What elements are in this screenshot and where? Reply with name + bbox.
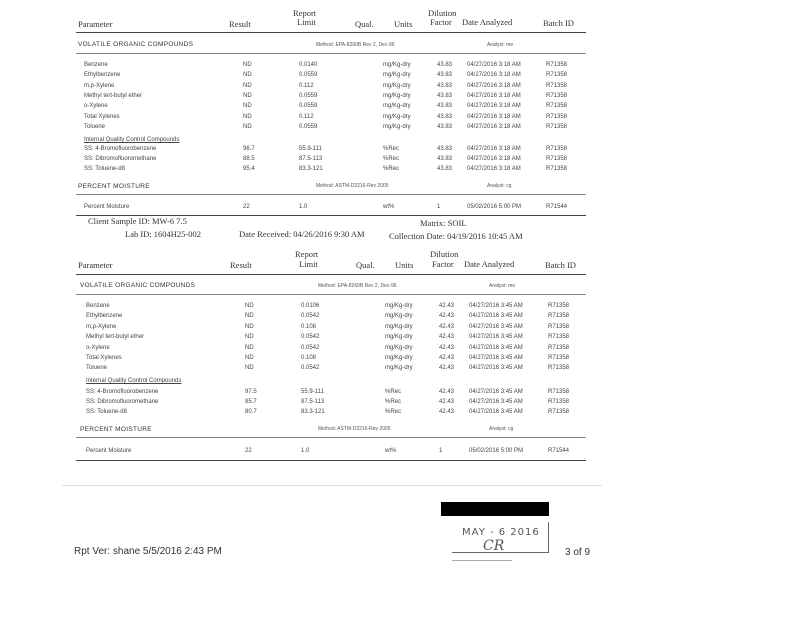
cell-date: 04/27/2016 3:45 AM [469, 409, 523, 416]
voc-rule-2 [76, 294, 586, 295]
cell-units: mg/Kg-dry [383, 72, 411, 79]
cell-units: mg/Kg-dry [385, 334, 413, 341]
cell-factor: 42.43 [439, 323, 455, 330]
cell-units: mg/Kg-dry [385, 344, 413, 351]
pm-title-1: PERCENT MOISTURE [78, 183, 150, 190]
cell-param: SS: Toluene-d8 [86, 409, 127, 416]
cell-batch: R71358 [546, 92, 568, 99]
cell-param: Total Xylenes [84, 113, 120, 120]
cell-batch: R71358 [546, 82, 568, 89]
cell-date: 04/27/2016 3:18 AM [467, 92, 521, 99]
stamp-underline [452, 560, 512, 561]
cell-param: Percent Moisture [86, 448, 132, 454]
pm-rule-1 [76, 194, 586, 195]
pm-rule-2 [76, 437, 586, 438]
cell-batch: R71358 [546, 166, 568, 173]
header-report: Report [295, 249, 319, 259]
cell-units: mg/Kg-dry [385, 365, 413, 372]
cell-result: 80.7 [245, 409, 257, 416]
cell-result: ND [245, 355, 254, 361]
cell-units: mg/Kg-dry [383, 92, 411, 99]
cell-limit: 0.112 [299, 113, 314, 120]
cell-date: 04/27/2016 3:18 AM [467, 113, 521, 120]
cell-param: SS: Dibromofluoromethane [84, 156, 157, 163]
cell-factor: 42.43 [439, 365, 455, 372]
cell-limit: 1.0 [301, 448, 310, 454]
cell-units: %Rec [383, 156, 400, 163]
cell-factor: 42.43 [439, 344, 455, 351]
cell-limit: 55.9-111 [299, 146, 322, 152]
cell-param: SS: Dibromofluoromethane [86, 399, 159, 406]
cell-limit: 0.0542 [301, 334, 320, 341]
cell-factor: 1 [439, 448, 443, 454]
cell-limit: 0.0559 [299, 92, 318, 99]
cell-date: 04/27/2016 3:45 AM [469, 303, 523, 309]
cell-result: 85.7 [245, 399, 257, 406]
cell-date: 04/27/2016 3:45 AM [469, 389, 523, 395]
header-qual: Qual. [355, 19, 374, 29]
cell-factor: 42.43 [439, 303, 455, 309]
cell-units: %Rec [385, 389, 402, 395]
cell-limit: 87.5-113 [301, 399, 325, 406]
cell-batch: R71358 [548, 344, 570, 351]
cell-units: %Rec [383, 166, 400, 173]
cell-factor: 42.43 [439, 389, 455, 395]
cell-factor: 43.83 [437, 103, 453, 110]
cell-batch: R71358 [548, 409, 570, 416]
cell-date: 04/27/2016 3:18 AM [467, 103, 521, 110]
cell-limit: 0.0106 [301, 303, 320, 309]
voc-title-2: VOLATILE ORGANIC COMPOUNDS [80, 282, 196, 289]
cell-result: ND [243, 72, 252, 79]
cell-param: o-Xylene [86, 344, 110, 351]
cell-batch: R71358 [546, 62, 568, 68]
cell-result: ND [245, 323, 254, 330]
cell-result: 22 [245, 448, 252, 454]
cell-result: ND [245, 344, 254, 351]
cell-batch: R71544 [546, 204, 568, 210]
voc-analyst-2: Analyst: me [489, 283, 516, 289]
header-parameter: Parameter [78, 260, 113, 270]
cell-date: 04/27/2016 3:18 AM [467, 146, 521, 152]
cell-result: ND [243, 82, 252, 89]
header-batch-id: Batch ID [545, 260, 576, 270]
cell-factor: 42.43 [439, 399, 455, 406]
header-limit: Limit [297, 17, 316, 27]
cell-date: 04/27/2016 3:18 AM [467, 72, 521, 79]
cell-param: SS: 4-Bromofluorobenzene [86, 389, 159, 395]
cell-date: 04/27/2016 3:45 AM [469, 365, 523, 372]
cell-factor: 43.83 [437, 82, 453, 89]
cell-batch: R71358 [548, 313, 570, 320]
cell-factor: 43.83 [437, 146, 453, 152]
cell-factor: 42.43 [439, 409, 455, 416]
cell-limit: 1.0 [299, 204, 308, 210]
collection-date: Collection Date: 04/19/2016 10:45 AM [389, 231, 523, 241]
cell-limit: 0.0559 [299, 72, 318, 79]
cell-result: 96.7 [243, 146, 255, 152]
cell-batch: R71358 [548, 365, 570, 372]
header-limit: Limit [299, 259, 318, 269]
cell-limit: 0.112 [299, 82, 314, 89]
cell-units: wt% [385, 448, 397, 454]
cell-factor: 43.83 [437, 62, 453, 68]
cell-batch: R71358 [548, 399, 570, 406]
cell-result: ND [245, 303, 254, 309]
cell-factor: 43.83 [437, 92, 453, 99]
cell-result: 95.4 [243, 166, 255, 173]
cell-date: 05/02/2016 5:00 PM [469, 448, 524, 454]
header-factor: Factor [430, 17, 452, 27]
cell-param: Methyl tert-butyl ether [84, 92, 143, 99]
cell-units: mg/Kg-dry [383, 103, 411, 110]
cell-result: ND [243, 123, 252, 130]
pm-analyst-1: Analyst: cg [487, 183, 512, 189]
cell-param: Total Xylenes [86, 355, 122, 361]
pm-analyst-2: Analyst: cg [489, 426, 514, 432]
cell-date: 04/27/2016 3:18 AM [467, 123, 521, 130]
cell-units: mg/Kg-dry [383, 113, 411, 120]
header-units: Units [394, 19, 413, 29]
cell-date: 04/27/2016 3:18 AM [467, 82, 521, 89]
cell-result: 22 [243, 204, 250, 210]
cell-param: Toluene [84, 123, 106, 130]
cell-limit: 0.0140 [299, 62, 318, 68]
cell-date: 04/27/2016 3:45 AM [469, 355, 523, 361]
matrix: Matrix: SOIL [420, 218, 467, 228]
voc-title-1: VOLATILE ORGANIC COMPOUNDS [78, 41, 194, 48]
cell-limit: 0.0559 [299, 123, 318, 130]
cell-limit: 0.108 [301, 323, 317, 330]
cell-batch: R71358 [548, 389, 570, 395]
cell-units: mg/Kg-dry [385, 355, 413, 361]
voc-method-2: Method: EPA-8260B Rev 2, Dec-96 [318, 283, 397, 289]
cell-batch: R71358 [548, 355, 570, 361]
stamp-date: MAY - 6 2016 [462, 527, 540, 538]
header-parameter: Parameter [78, 19, 113, 29]
cell-batch: R71358 [546, 146, 568, 152]
cell-factor: 42.43 [439, 355, 455, 361]
cell-result: ND [243, 113, 252, 120]
cell-factor: 1 [437, 204, 441, 210]
header-report: Report [293, 8, 317, 18]
pm-title-2: PERCENT MOISTURE [80, 426, 152, 433]
cell-result: ND [243, 62, 252, 68]
cell-date: 04/27/2016 3:18 AM [467, 166, 521, 173]
cell-date: 04/27/2016 3:45 AM [469, 313, 523, 320]
cell-limit: 0.0542 [301, 344, 320, 351]
header-date-analyzed: Date Analyzed [462, 17, 513, 27]
cell-batch: R71358 [546, 113, 568, 120]
voc-analyst-1: Analyst: me [487, 42, 514, 48]
pm-method-1: Method: ASTM-D2216-Rev 2005 [316, 183, 389, 189]
cell-date: 04/27/2016 3:45 AM [469, 399, 523, 406]
cell-batch: R71358 [546, 103, 568, 110]
cell-param: Methyl tert-butyl ether [86, 334, 145, 341]
pm-method-2: Method: ASTM-D2216-Rev 2005 [318, 426, 391, 432]
cell-units: mg/Kg-dry [383, 123, 411, 130]
stamp-initials: CR [483, 538, 505, 554]
cell-limit: 55.9-111 [301, 389, 324, 395]
cell-param: o-Xylene [84, 103, 108, 110]
cell-param: Percent Moisture [84, 204, 130, 210]
cell-batch: R71358 [548, 323, 570, 330]
cell-result: ND [245, 365, 254, 372]
cell-units: %Rec [385, 409, 402, 416]
redaction-bar [441, 502, 549, 516]
cell-limit: 0.0559 [299, 103, 318, 110]
voc-rule-1 [76, 53, 586, 54]
cell-limit: 83.3-121 [299, 166, 323, 173]
cell-units: wt% [383, 204, 395, 210]
cell-units: %Rec [383, 146, 400, 152]
cell-date: 05/02/2016 5:00 PM [467, 204, 522, 210]
cell-limit: 87.5-113 [299, 156, 323, 163]
cell-units: mg/Kg-dry [385, 323, 413, 330]
cell-result: ND [243, 103, 252, 110]
cell-param: SS: Toluene-d8 [84, 166, 125, 173]
voc-method-1: Method: EPA-8260B Rev 2, Dec-96 [316, 42, 395, 48]
cell-param: Benzene [86, 303, 110, 309]
cell-batch: R71358 [548, 334, 570, 341]
cell-param: SS: 4-Bromofluorobenzene [84, 146, 157, 152]
cell-date: 04/27/2016 3:45 AM [469, 344, 523, 351]
cell-result: ND [243, 92, 252, 99]
cell-factor: 42.43 [439, 334, 455, 341]
cell-batch: R71544 [548, 448, 570, 454]
cell-param: Ethylbenzene [86, 313, 123, 320]
cell-factor: 43.83 [437, 72, 453, 79]
client-sample-id: Client Sample ID: MW-6 7.5 [88, 216, 187, 226]
faint-rule [62, 485, 602, 486]
cell-param: Ethylbenzene [84, 72, 121, 79]
cell-factor: 43.83 [437, 156, 453, 163]
cell-param: m,p-Xylene [84, 82, 115, 89]
cell-limit: 0.0542 [301, 313, 320, 320]
cell-factor: 43.83 [437, 123, 453, 130]
cell-units: mg/Kg-dry [383, 62, 411, 68]
cell-units: %Rec [385, 399, 402, 406]
cell-limit: 0.108 [301, 355, 317, 361]
header-rule-2 [76, 274, 586, 275]
cell-date: 04/27/2016 3:18 AM [467, 62, 521, 68]
cell-factor: 43.83 [437, 113, 453, 120]
date-received: Date Received: 04/26/2016 9:30 AM [239, 229, 365, 239]
cell-param: m,p-Xylene [86, 323, 117, 330]
cell-batch: R71358 [546, 156, 568, 163]
header-result: Result [230, 260, 252, 270]
header-rule-1 [76, 32, 586, 33]
cell-batch: R71358 [546, 72, 568, 79]
cell-result: 88.5 [243, 156, 255, 163]
header-units: Units [395, 260, 414, 270]
header-dilution: Dilution [428, 8, 457, 18]
qc-title-2: Internal Quality Control Compounds [86, 378, 182, 384]
header-factor: Factor [432, 259, 454, 269]
cell-date: 04/27/2016 3:45 AM [469, 323, 523, 330]
header-date-analyzed: Date Analyzed [464, 259, 515, 269]
report-version: Rpt Ver: shane 5/5/2016 2:43 PM [74, 546, 222, 557]
cell-date: 04/27/2016 3:18 AM [467, 156, 521, 163]
header-dilution: Dilution [430, 249, 459, 259]
cell-result: ND [245, 313, 254, 320]
cell-batch: R71358 [546, 123, 568, 130]
cell-factor: 43.83 [437, 166, 453, 173]
cell-limit: 0.0542 [301, 365, 320, 372]
header-qual: Qual. [356, 260, 375, 270]
cell-param: Toluene [86, 365, 108, 372]
header-result: Result [229, 19, 251, 29]
cell-units: mg/Kg-dry [385, 313, 413, 320]
cell-param: Benzene [84, 62, 108, 68]
cell-factor: 42.43 [439, 313, 455, 320]
qc-title-1: Internal Quality Control Compounds [84, 137, 180, 143]
cell-units: mg/Kg-dry [383, 82, 411, 89]
cell-limit: 83.3-121 [301, 409, 325, 416]
cell-units: mg/Kg-dry [385, 303, 413, 309]
header-batch-id: Batch ID [543, 18, 574, 28]
block-2-end-rule [76, 460, 586, 461]
cell-batch: R71358 [548, 303, 570, 309]
cell-result: 97.5 [245, 389, 257, 395]
cell-result: ND [245, 334, 254, 341]
page-number: 3 of 9 [565, 547, 591, 558]
cell-date: 04/27/2016 3:45 AM [469, 334, 523, 341]
lab-id: Lab ID: 1604H25-002 [125, 229, 202, 239]
